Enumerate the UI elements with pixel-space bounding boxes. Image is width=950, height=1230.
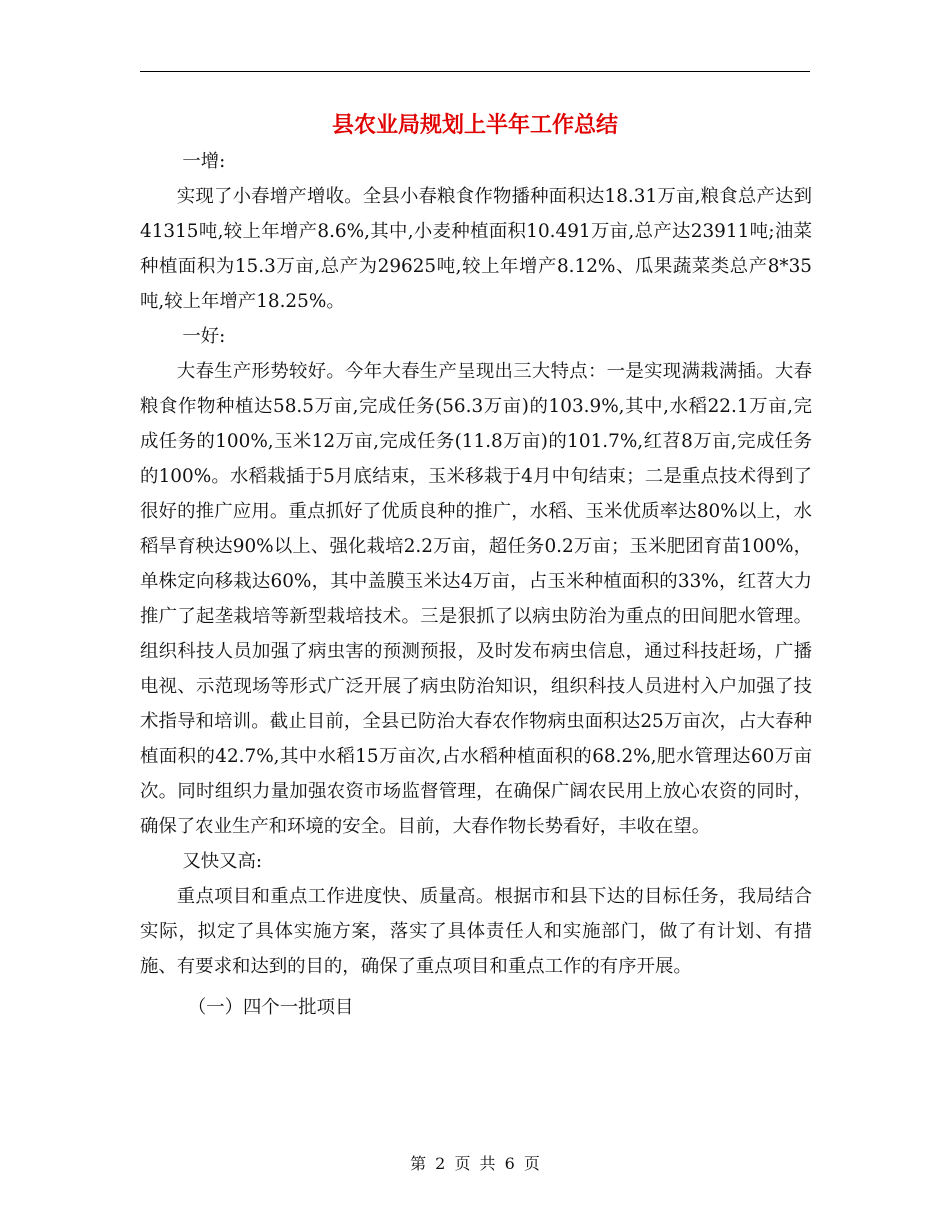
page-number-footer: 第 2 页 共 6 页	[410, 1154, 540, 1173]
header-rule	[140, 71, 810, 72]
section-paragraph: 大春生产形势较好。今年大春生产呈现出三大特点：一是实现满栽满插。大春粮食作物种植达58.5万亩,完成任务(56.3万亩)的103.9%,其中,水稻22.1万亩,完成任务的100%,玉米12万亩,完成任务(11.8万亩)的101.7%,红苕8万亩,完成任务的100%。水稻栽插于5月底结束，玉米移栽于4月中旬结束；二是重点技术得到了很好的推广应用。重点抓好了优质良种的推广，水稻、玉米优质率达80%以上，水稻旱育秧达90%以上、强化栽培2.2万亩，超任务0.2万亩；玉米肥团育苗100%，单株定向移栽达60%，其中盖膜玉米达4万亩，占玉米种植面积的33%，红苕大力推广了起垄栽培等新型栽培技术。三是狠抓了以病虫防治为重点的田间肥水管理。组织科技人员加强了病虫害的预测预报，及时发布病虫信息，通过科技赶场，广播电视、示范现场等形式广泛开展了病虫防治知识，组织科技人员进村入户加强了技术指导和培训。截止目前，全县已防治大春农作物病虫面积达25万亩次，占大春种植面积的42.7%,其中水稻15万亩次,占水稻种植面积的68.2%,肥水管理达60万亩次。同时组织力量加强农资市场监督管理，在确保广阔农民用上放心农资的同时，确保了农业生产和环境的安全。目前，大春作物长势看好，丰收在望。	[140, 361, 812, 837]
section-heading: 一增:	[182, 151, 226, 172]
section-paragraph: 实现了小春增产增收。全县小春粮食作物播种面积达18.31万亩,粮食总产达到41315吨,较上年增产8.6%,其中,小麦种植面积10.491万亩,总产达23911吨;油菜种植面积为15.3万亩,总产为29625吨,较上年增产8.12%、瓜果蔬菜类总产8*35吨,较上年增产18.25%。	[140, 186, 812, 312]
section-paragraph: 重点项目和重点工作进度快、质量高。根据市和县下达的目标任务，我局结合实际，拟定了具体实施方案，落实了具体责任人和实施部门，做了有计划、有措施、有要求和达到的目的，确保了重点项目和重点工作的有序开展。	[140, 886, 812, 977]
section-heading: 又快又高:	[182, 851, 263, 872]
section-heading: 一好:	[182, 326, 226, 347]
subsection-heading: （一）四个一批项目	[187, 997, 354, 1018]
document-title: 县农业局规划上半年工作总结	[331, 113, 618, 138]
document-body	[140, 144, 812, 1025]
